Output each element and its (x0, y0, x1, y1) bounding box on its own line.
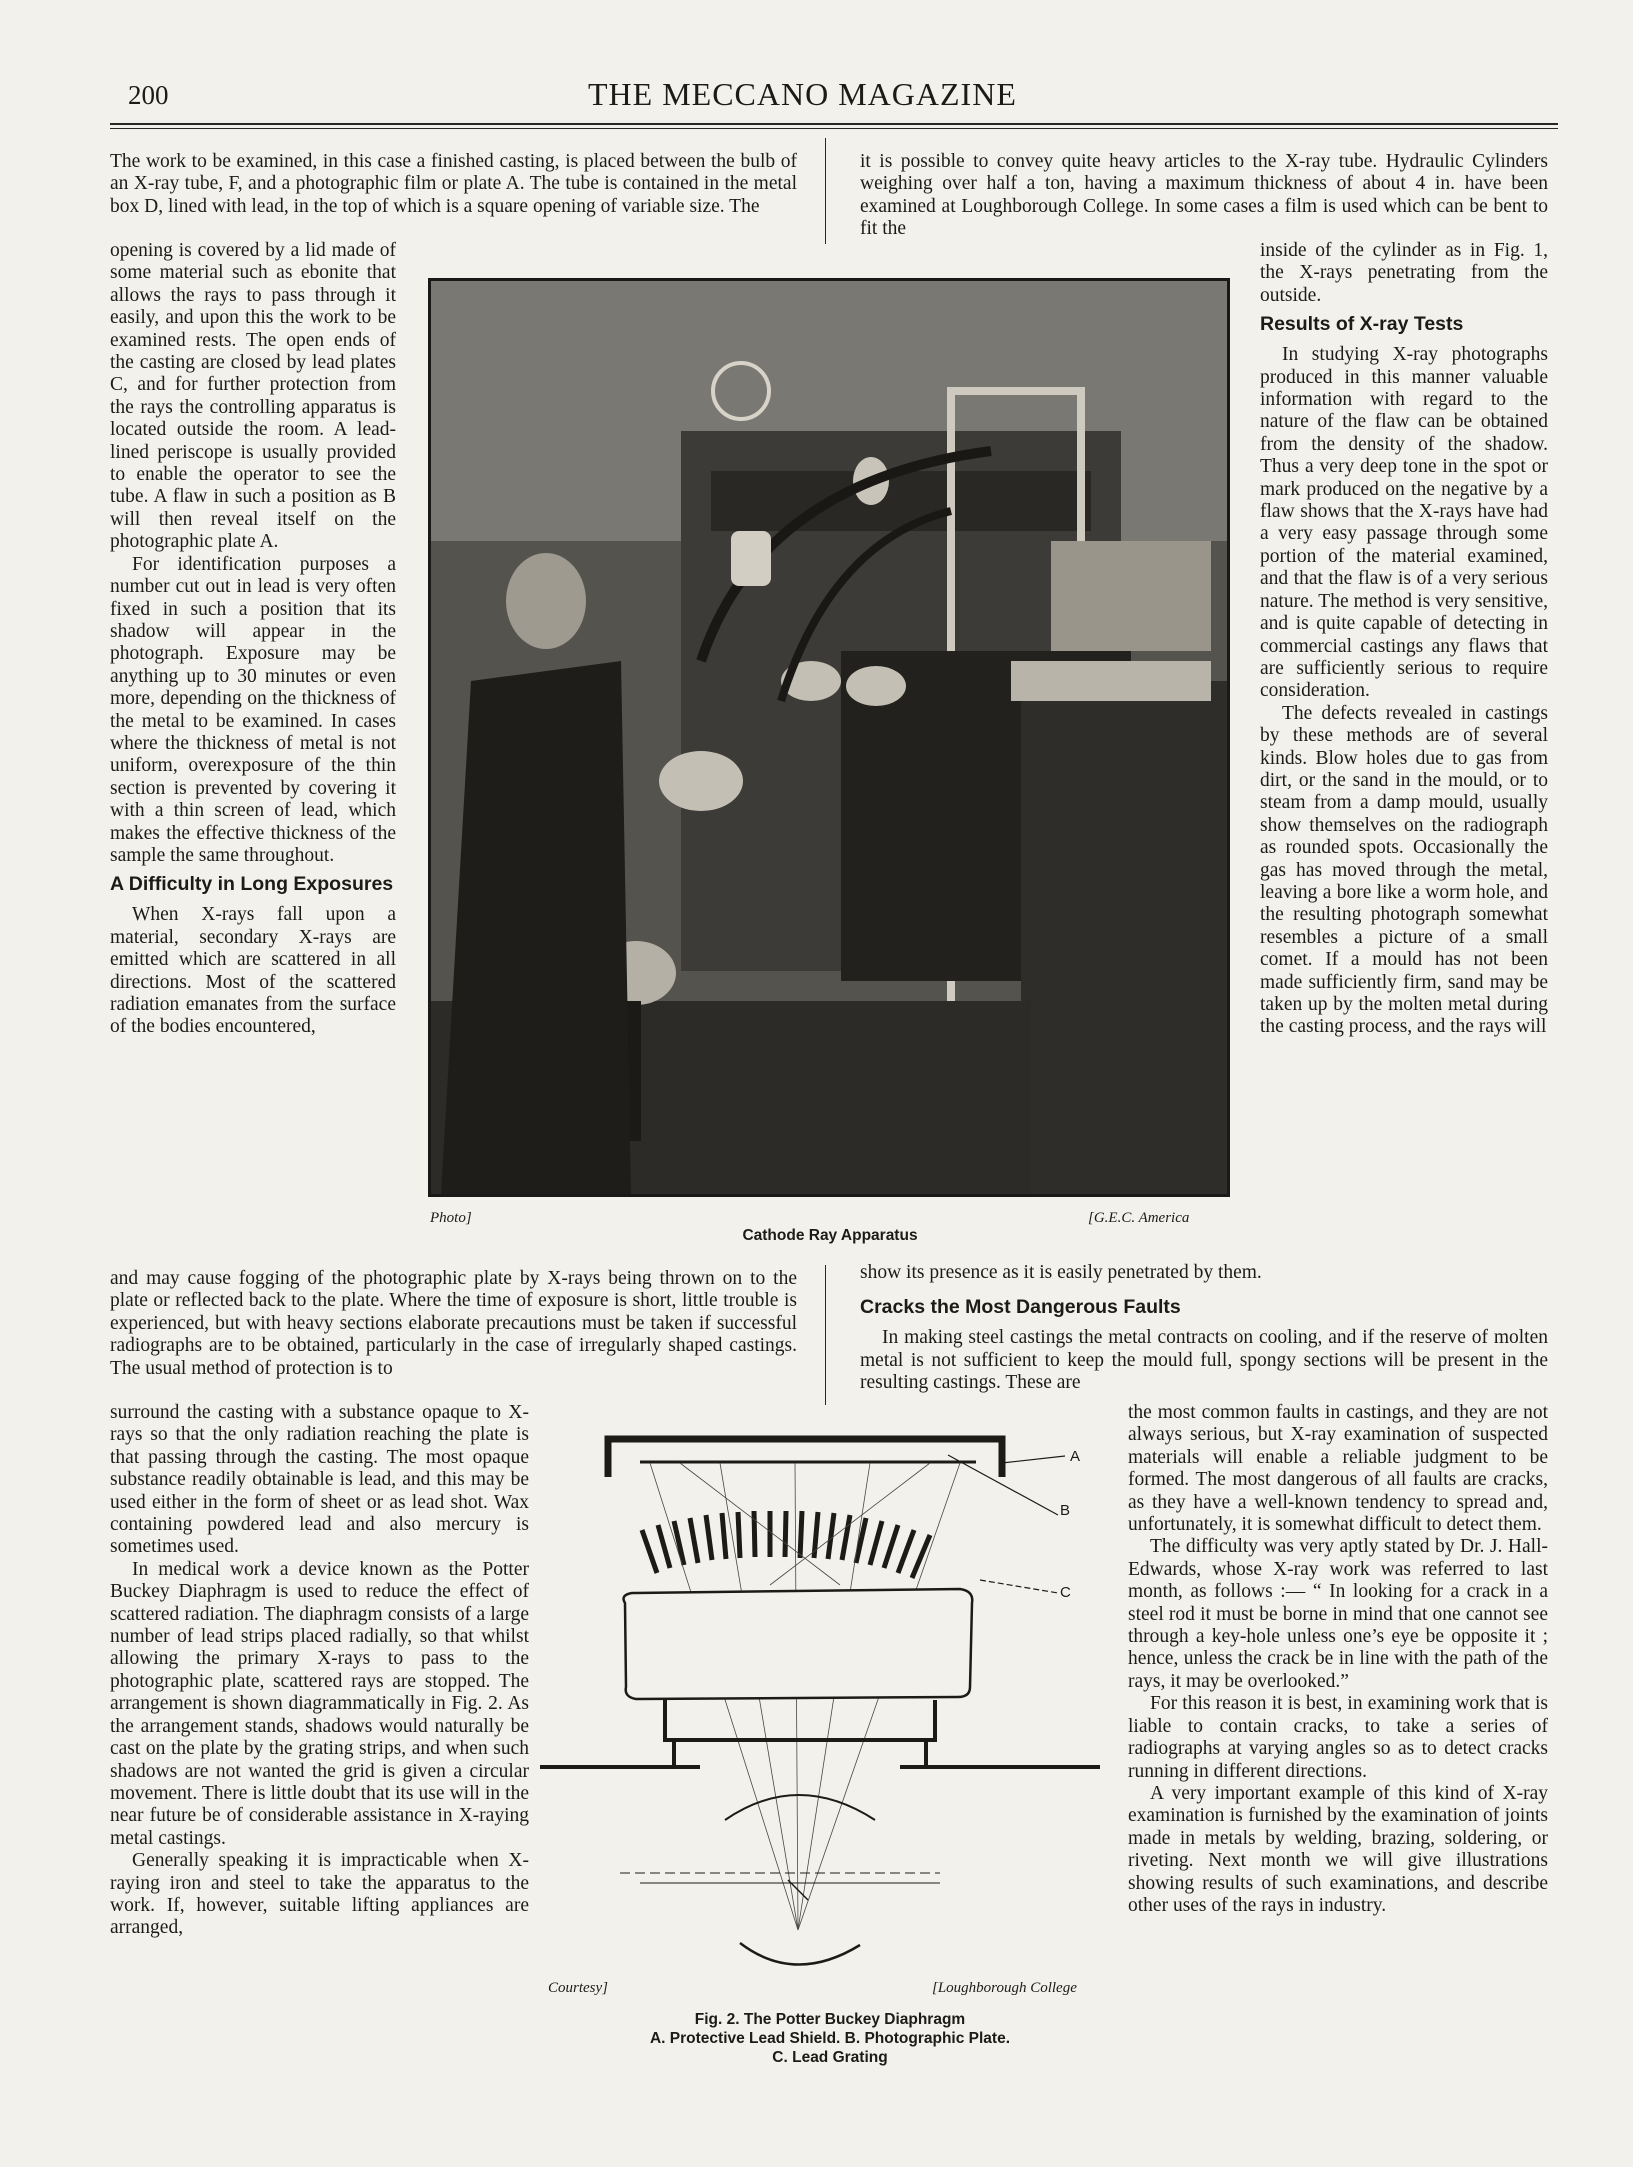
column-divider-top (825, 138, 826, 244)
casting-body (624, 1589, 973, 1699)
col1-narrow-paragraph-3: When X-rays fall upon a material, secondary X-rays are emitted which are scattered in all directions. Most of the scattered radiation emanates from the surface of the bodies encountered, (110, 904, 396, 1038)
figure2-caption-line1: Fig. 2. The Potter Buckey Diaphragm (694, 2011, 966, 2028)
col2-subhead-2: Cracks the Most Dangerous Faults (860, 1296, 1181, 1319)
col1-narrow-paragraph-1: opening is covered by a lid made of some material such as ebonite that allows the rays to pass through it easily, and upon this the work to be examined rests. The open ends of the casting are closed by lead plates C, and for further protection from the rays the controlling apparatus is located outside the room. A lead-lined periscope is usually provided to enable the operator to see the tube. A flaw in such a position as B will then reveal itself on the photographic plate A. (110, 240, 396, 553)
label-c: C (1060, 1584, 1071, 1601)
col1-subhead: A Difficulty in Long Exposures (110, 873, 394, 896)
photo-caption: Cathode Ray Apparatus (742, 1227, 918, 1244)
figure2-credit-left: Courtesy] (548, 1980, 608, 1996)
col2-lower-paragraph-2: The difficulty was very aptly stated by Dr. J. Hall-Edwards, whose X-ray work was referred to last month, as follows :— “ In looking for a crack in a steel rod it must be borne in mind that one cannot see through a key-hole unless one’s eye be opposite it ; hence, unless the crack be in line with the path of the rays, it may be overlooked.” (1128, 1536, 1548, 1692)
col1-narrow-paragraph-2: For identification purposes a number cut out in lead is very often fixed in such a position that its shadow will appear in the photograph. Exposure may be anything up to 30 minutes or even more, depending on the thickness of the metal to be examined. In cases where the thickness of metal is not uniform, overexposure of the thin section is prevented by covering it with a thin screen of lead, which makes the effective thickness of the sample the same throughout. (110, 553, 396, 866)
lead-grating (642, 1511, 930, 1578)
page-title: THE MECCANO MAGAZINE (588, 76, 1017, 112)
photo-credit-right: [G.E.C. America (1088, 1210, 1190, 1226)
col2-wide-paragraph-2: In making steel castings the metal contracts on cooling, and if the reserve of molten metal is not sufficient to keep the mould full, spongy sections will be present in the resulting castings. These are (860, 1327, 1548, 1394)
figure2-credit-right: [Loughborough College (932, 1980, 1077, 1996)
col2-wide-block (860, 1262, 1548, 1395)
col2-lower-paragraph-4: A very important example of this kind of X-ray examination is furnished by the examination of joints made in metals by welding, brazing, soldering, or riveting. Next month we will give illustrations showing results of such examinations, and describe other uses of the rays in industry. (1128, 1782, 1548, 1916)
col1-wide-paragraph: and may cause fogging of the photographic plate by X-rays being thrown on to the plate or reflected back to the plate. Where the time of exposure is short, little trouble is experienced, but with heavy sections elaborate precautions must be taken if successful radiographs are to be obtained, particularly in the case of irregularly shaped castings. The usual method of protection is to (110, 1268, 797, 1379)
header-rule (110, 123, 1558, 125)
col1-lower-paragraph-2: In medical work a device known as the Potter Buckey Diaphragm is used to reduce the effect of scattered radiation. The diaphragm consists of a large number of lead strips placed radially, so that whilst allowing the primary X-rays to pass to the photographic plate, scattered rays are stopped. The arrangement is shown diagrammatically in Fig. 2. As the arrangement stands, shadows would naturally be cast on the plate by the grating strips, and when such shadows are not wanted the grid is given a circular movement. There is little doubt that its use will in the near future be of considerable assistance in X-raying metal castings. (110, 1558, 529, 1849)
page-number: 200 (128, 80, 169, 110)
column-divider-middle (825, 1265, 826, 1405)
col1-lower-paragraph-3: Generally speaking it is impracticable when X-raying iron and steel to take the apparatus to the work. If, however, suitable lifting appliances are arranged, (110, 1850, 529, 1939)
diagram-svg (540, 1425, 1120, 1995)
header-rule-thin (110, 128, 1558, 129)
col2-narrow-block (1260, 240, 1548, 1039)
cathode-ray-apparatus-photo (428, 278, 1230, 1197)
col2-subhead: Results of X-ray Tests (1260, 313, 1464, 336)
col2-narrow-paragraph-1: inside of the cylinder as in Fig. 1, the X-rays penetrating from the outside. (1260, 240, 1548, 306)
lead-shield-shape (608, 1439, 1002, 1477)
apparatus-photo-illustration (431, 281, 1227, 1194)
col2-wide-paragraph-1: show its presence as it is easily penetrated by them. (860, 1262, 1262, 1283)
col1-lower-paragraph-1: surround the casting with a substance opaque to X-rays so that the only radiation reaching the plate is that passing through the casting. The most opaque substance readily obtainable is lead, and this may be used either in the form of sheet or as lead shot. Wax containing powdered lead and also mercury is sometimes used. (110, 1402, 529, 1558)
col2-lower-paragraph-3: For this reason it is best, in examining work that is liable to contain cracks, to take a series of radiographs at varying angles so as to detect cracks running in different directions. (1128, 1693, 1548, 1782)
figure2-caption-line2: A. Protective Lead Shield. B. Photographic Plate. (649, 2030, 1011, 2047)
col2-narrow-paragraph-2: In studying X-ray photographs produced in this manner valuable information with regard to the nature of the flaw can be obtained from the density of the shadow. Thus a very deep tone in the spot or mark produced on the negative by a flaw shows that the X-rays have had a very easy passage through some portion of the material examined, and that the flaw is of a very serious nature. The method is very sensitive, and is quite capable of detecting in commercial castings any flaws that are sufficiently serious to require consideration. (1260, 344, 1548, 702)
col1-lower-block (110, 1402, 529, 1940)
col2-narrow-paragraph-3: The defects revealed in castings by these methods are of several kinds. Blow holes due to gas from dirt, or the sand in the mould, or to steam from a damp mould, usually show themselves on the radiograph as rounded spots. Occasionally the gas has moved through the metal, leaving a bore like a worm hole, and the resulting photograph somewhat resembles a picture of a small comet. If a mould has not been made sufficiently firm, sand may be taken up by the molten metal during the casting process, and the rays will (1260, 702, 1548, 1038)
label-b: B (1060, 1502, 1071, 1519)
col2-lower-paragraph-1: the most common faults in castings, and they are not always serious, but X-ray examination of suspected materials will enable a reliable judgment to be formed. The most dangerous of all faults are cracks, as they have a well-known tendency to spread and, unfortunately, it is somewhat difficult to detect them. (1128, 1402, 1548, 1536)
col2-lower-block (1128, 1402, 1548, 1917)
potter-buckey-diagram (540, 1425, 1120, 1995)
col1-top-paragraph: The work to be examined, in this case a finished casting, is placed between the bulb of an X-ray tube, F, and a photographic film or plate A. The tube is contained in the metal box D, lined with lead, in the top of which is a square opening of variable size. The (110, 151, 797, 217)
figure2-caption-line3: C. Lead Grating (772, 2049, 888, 2066)
figure2-caption (580, 2010, 1080, 2067)
label-a: A (1070, 1448, 1081, 1465)
col2-top-paragraph: it is possible to convey quite heavy articles to the X-ray tube. Hydraulic Cylinders weighing over half a ton, having a maximum thickness of about 4 in. have been examined at Loughborough College. In some cases a film is used which can be bent to fit the (860, 151, 1548, 240)
col1-narrow-block (110, 240, 396, 1039)
photo-credit-left: Photo] (430, 1210, 472, 1226)
